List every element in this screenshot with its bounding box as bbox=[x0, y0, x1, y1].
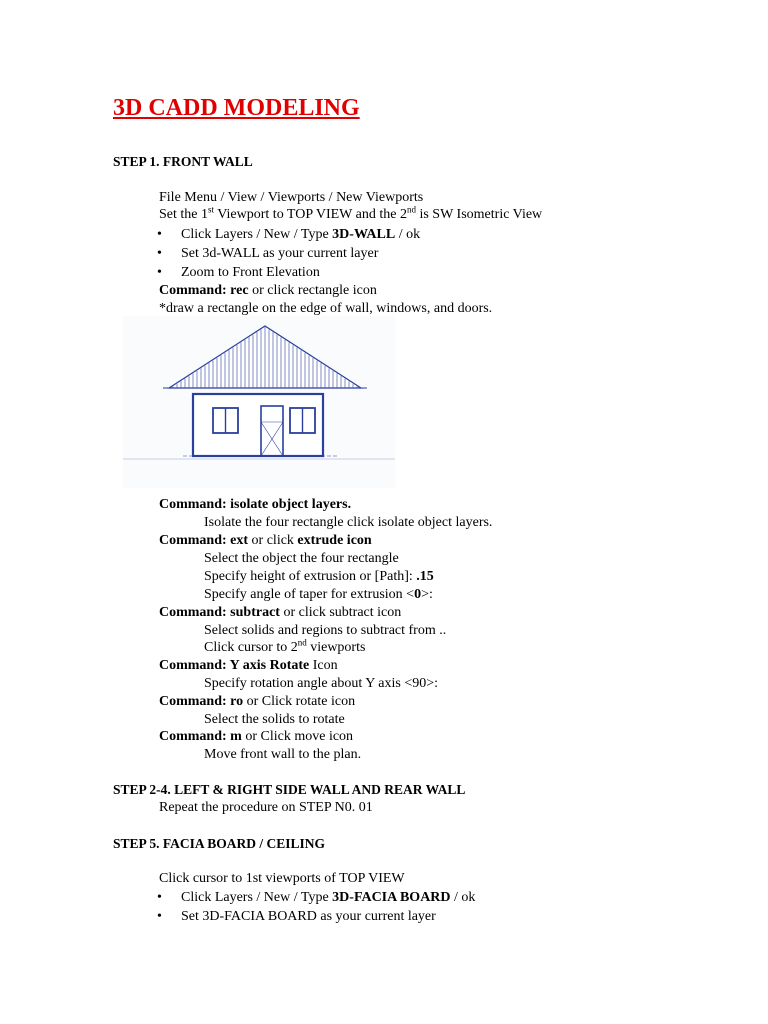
step5-click-viewport: Click cursor to 1st viewports of TOP VIEW bbox=[159, 871, 405, 886]
step5-bullet-layers: • Click Layers / New / Type 3D-FACIA BOARD / ok bbox=[157, 890, 476, 905]
step5-bullet-current-layer: • Set 3D-FACIA BOARD as your current layer bbox=[157, 909, 436, 924]
step1-heading: STEP 1. FRONT WALL bbox=[113, 154, 253, 169]
cmd-isolate: Command: isolate object layers. bbox=[159, 497, 352, 512]
document-title: 3D CADD MODELING bbox=[113, 95, 360, 121]
note-draw-rectangle: *draw a rectangle on the edge of wall, windows, and doors. bbox=[159, 301, 493, 316]
cmd-y-axis-rotate: Command: Y axis Rotate Icon bbox=[159, 658, 338, 673]
cmd-move: Command: m or Click move icon bbox=[159, 729, 354, 744]
step24-heading: STEP 2-4. LEFT & RIGHT SIDE WALL AND REAR WALL bbox=[113, 782, 466, 797]
step1-line-set-viewport: Set the 1st Viewport to TOP VIEW and the 2nd is SW Isometric View bbox=[159, 204, 543, 222]
subtract-select: Select solids and regions to subtract from .. bbox=[204, 623, 447, 638]
cmd-subtract: Command: subtract or click subtract icon bbox=[159, 605, 402, 620]
rotate-select: Select the solids to rotate bbox=[204, 712, 345, 727]
step1-bullet-layers: • Click Layers / New / Type 3D-WALL / ok bbox=[157, 227, 421, 242]
cmd-rec: Command: rec or click rectangle icon bbox=[159, 283, 377, 298]
extrude-select: Select the object the four rectangle bbox=[204, 551, 399, 566]
extrude-taper: Specify angle of taper for extrusion <0>: bbox=[204, 587, 433, 602]
step5-heading: STEP 5. FACIA BOARD / CEILING bbox=[113, 836, 326, 851]
move-description: Move front wall to the plan. bbox=[204, 747, 362, 762]
isolate-description: Isolate the four rectangle click isolate object layers. bbox=[204, 515, 493, 530]
y-axis-angle: Specify rotation angle about Y axis <90>: bbox=[204, 676, 439, 691]
step24-repeat: Repeat the procedure on STEP N0. 01 bbox=[159, 800, 373, 815]
step1-bullet-current-layer: • Set 3d-WALL as your current layer bbox=[157, 246, 379, 261]
cmd-extrude: Command: ext or click extrude icon bbox=[159, 533, 372, 548]
house-front-elevation-drawing bbox=[123, 316, 395, 488]
step1-bullet-zoom: • Zoom to Front Elevation bbox=[157, 265, 320, 280]
cmd-rotate: Command: ro or Click rotate icon bbox=[159, 694, 356, 709]
step1-line-viewports: File Menu / View / Viewports / New Viewports bbox=[159, 190, 424, 205]
subtract-click-viewport: Click cursor to 2nd viewports bbox=[204, 637, 366, 655]
extrude-height: Specify height of extrusion or [Path]: .15 bbox=[204, 569, 434, 584]
